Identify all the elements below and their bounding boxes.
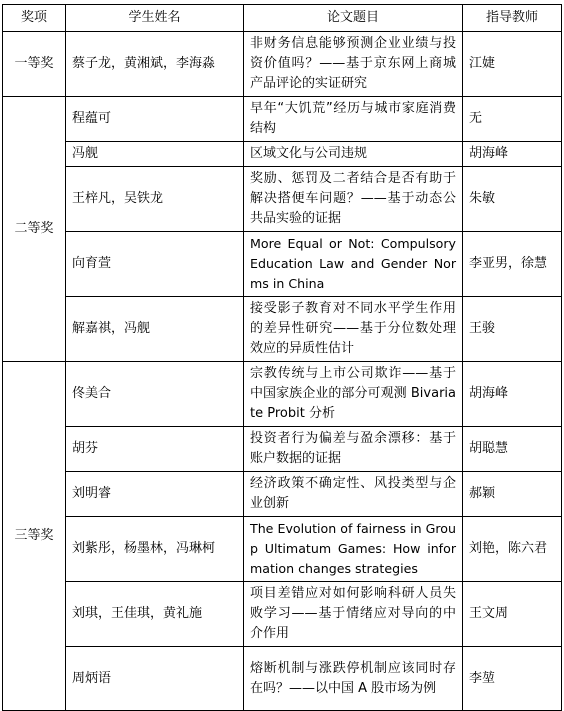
students-cell: 周炳语 xyxy=(66,647,244,711)
table-row xyxy=(3,517,562,582)
advisor-cell: 胡聪慧 xyxy=(463,427,562,472)
advisor-cell: 王骏 xyxy=(463,297,562,362)
table-row xyxy=(3,97,562,142)
advisor-cell: 无 xyxy=(463,97,562,142)
title-cell: 区域文化与公司违规 xyxy=(244,142,463,167)
advisor-cell: 朱敏 xyxy=(463,167,562,232)
award-cell-third: 三等奖 xyxy=(3,362,66,711)
table-row xyxy=(3,647,562,711)
students-cell: 向育萱 xyxy=(66,232,244,297)
title-cell: 宗教传统与上市公司欺诈——基于中国家族企业的部分可观测 Bivariate Probit 分析 xyxy=(244,362,463,427)
title-cell: The Evolution of fairness in Group Ultimatum Games: How information changes strategies xyxy=(244,517,463,582)
title-cell: 早年“大饥荒”经历与城市家庭消费结构 xyxy=(244,97,463,142)
advisor-cell: 胡海峰 xyxy=(463,362,562,427)
title-cell: 接受影子教育对不同水平学生作用的差异性研究——基于分位数处理效应的异质性估计 xyxy=(244,297,463,362)
students-cell: 刘琪，王佳琪，黄礼施 xyxy=(66,582,244,647)
table-row xyxy=(3,362,562,427)
students-cell: 佟美合 xyxy=(66,362,244,427)
award-cell-second: 二等奖 xyxy=(3,97,66,362)
title-cell: 经济政策不确定性、风投类型与企业创新 xyxy=(244,472,463,517)
header-advisor: 指导教师 xyxy=(463,5,562,32)
students-cell: 刘紫彤，杨墨林，冯琳柯 xyxy=(66,517,244,582)
title-cell: 奖励、惩罚及二者结合是否有助于解决搭便车问题？——基于动态公共品实验的证据 xyxy=(244,167,463,232)
header-award: 奖项 xyxy=(3,5,66,32)
advisor-cell: 江婕 xyxy=(463,32,562,97)
table-row xyxy=(3,472,562,517)
title-cell: 投资者行为偏差与盈余漂移：基于账户数据的证据 xyxy=(244,427,463,472)
advisor-cell: 刘艳，陈六君 xyxy=(463,517,562,582)
advisor-cell: 郝颖 xyxy=(463,472,562,517)
table-row xyxy=(3,142,562,167)
table-row xyxy=(3,582,562,647)
award-cell-first: 一等奖 xyxy=(3,32,66,97)
awards-table xyxy=(2,4,562,711)
title-cell: 非财务信息能够预测企业业绩与投资价值吗？——基于京东网上商城产品评论的实证研究 xyxy=(244,32,463,97)
title-cell: More Equal or Not: Compulsory Education Law and Gender Norms in China xyxy=(244,232,463,297)
advisor-cell: 王文周 xyxy=(463,582,562,647)
students-cell: 解嘉祺，冯舰 xyxy=(66,297,244,362)
header-students: 学生姓名 xyxy=(66,5,244,32)
table-row xyxy=(3,297,562,362)
table-row xyxy=(3,427,562,472)
advisor-cell: 李亚男，徐慧 xyxy=(463,232,562,297)
table-row xyxy=(3,167,562,232)
advisor-cell: 胡海峰 xyxy=(463,142,562,167)
table-row xyxy=(3,32,562,97)
advisor-cell: 李堃 xyxy=(463,647,562,711)
header-title: 论文题目 xyxy=(244,5,463,32)
header-row xyxy=(3,5,562,32)
students-cell: 王梓凡，吴铁龙 xyxy=(66,167,244,232)
table-row xyxy=(3,232,562,297)
students-cell: 蔡子龙，黄湘斌，李海淼 xyxy=(66,32,244,97)
students-cell: 胡芬 xyxy=(66,427,244,472)
title-cell: 项目差错应对如何影响科研人员失败学习——基于情绪应对导向的中介作用 xyxy=(244,582,463,647)
students-cell: 刘明睿 xyxy=(66,472,244,517)
title-cell: 熔断机制与涨跌停机制应该同时存在吗？——以中国 A 股市场为例 xyxy=(244,647,463,711)
students-cell: 冯舰 xyxy=(66,142,244,167)
students-cell: 程蕴可 xyxy=(66,97,244,142)
